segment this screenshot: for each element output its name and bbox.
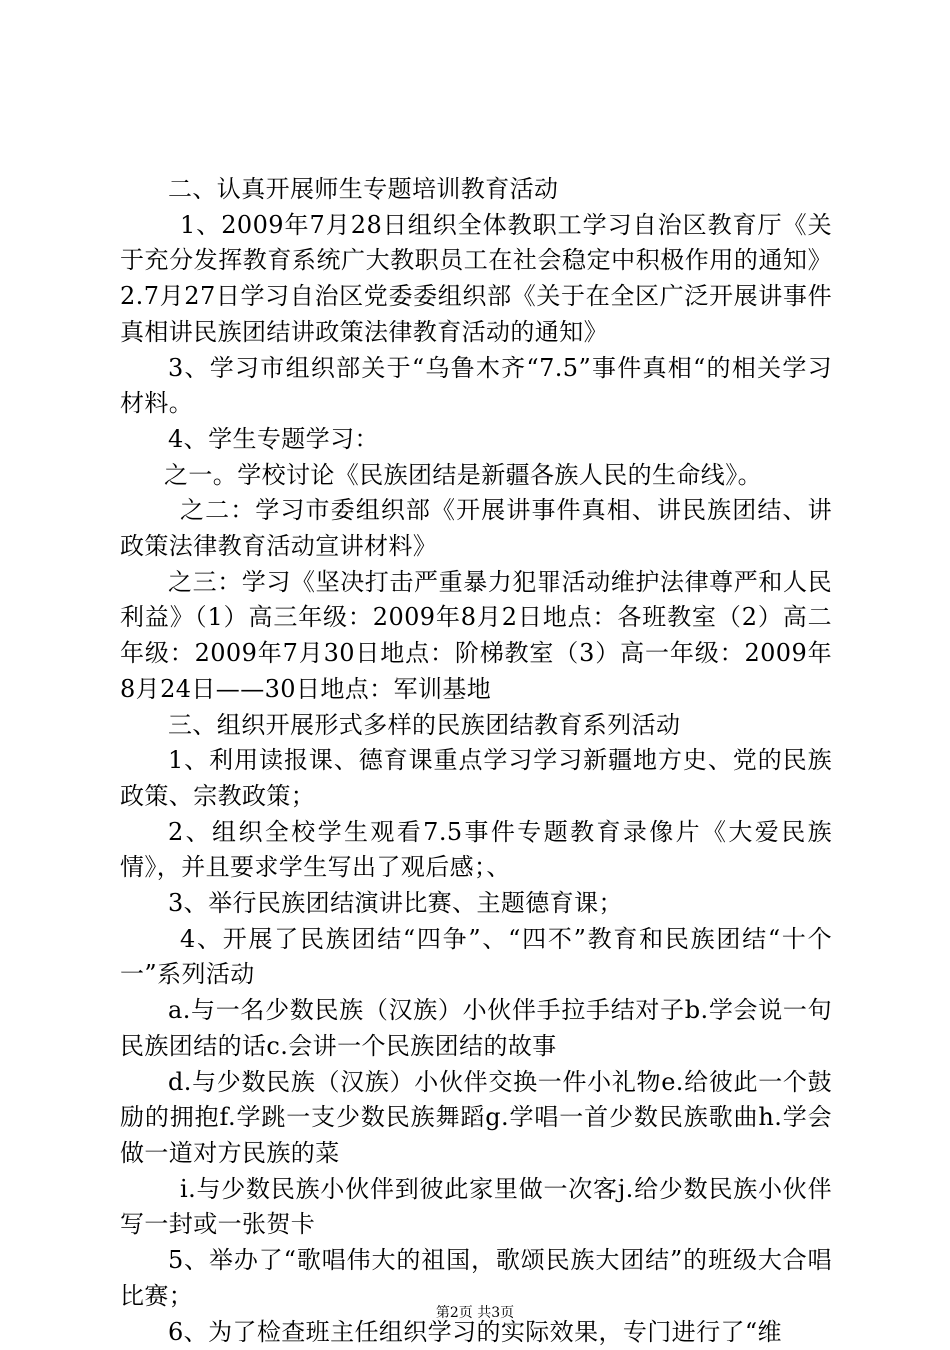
paragraph-activity-6: 6、为了检查班主任组织学习的实际效果，专门进行了“维 [120,1315,832,1350]
paragraph-activity-list-a: a.与一名少数民族（汉族）小伙伴手拉手结对子b.学会说一句民族团结的话c.会讲一个民族团结的故事 [120,993,832,1064]
page-indicator: 第2页 共3页 [436,1305,514,1321]
section-heading-2: 二、认真开展师生专题培训教育活动 [120,172,832,208]
paragraph-study-2: 之二：学习市委组织部《开展讲事件真相、讲民族团结、讲政策法律教育活动宣讲材料》 [120,493,832,564]
paragraph-activity-1: 1、利用读报课、德育课重点学习学习新疆地方史、党的民族政策、宗教政策； [120,743,832,814]
paragraph-item-4: 4、学生专题学习： [120,422,832,458]
paragraph-study-1: 之一。学校讨论《民族团结是新疆各族人民的生命线》。 [120,458,832,494]
paragraph-study-3: 之三：学习《坚决打击严重暴力犯罪活动维护法律尊严和人民利益》（1）高三年级：2009年8月2日地点：各班教室（2）高二年级：2009年7月30日地点：阶梯教室（3）高一年级：2009年8月24日——30日地点：军训基地 [120,565,832,708]
paragraph-activity-list-d: d.与少数民族（汉族）小伙伴交换一件小礼物e.给彼此一个鼓励的拥抱f.学跳一支少数民族舞蹈g.学唱一首少数民族歌曲h.学会做一道对方民族的菜 [120,1065,832,1172]
paragraph-item-1: 1、2009年7月28日组织全体教职工学习自治区教育厅《关于充分发挥教育系统广大教职员工在社会稳定中积极作用的通知》2.7月27日学习自治区党委委组织部《关于在全区广泛开展讲事件真相讲民族团结讲政策法律教育活动的通知》 [120,208,832,351]
paragraph-item-3: 3、学习市组织部关于“乌鲁木齐“7.5”事件真相“的相关学习材料。 [120,351,832,422]
paragraph-activity-3: 3、举行民族团结演讲比赛、主题德育课； [120,886,832,922]
paragraph-activity-5: 5、举办了“歌唱伟大的祖国，歌颂民族大团结”的班级大合唱比赛； [120,1243,832,1314]
paragraph-activity-4: 4、开展了民族团结“四争”、“四不”教育和民族团结“十个一”系列活动 [120,922,832,993]
section-heading-3: 三、组织开展形式多样的民族团结教育系列活动 [120,708,832,744]
paragraph-activity-list-i: i.与少数民族小伙伴到彼此家里做一次客j.给少数民族小伙伴写一封或一张贺卡 [120,1172,832,1243]
paragraph-activity-2: 2、组织全校学生观看7.5事件专题教育录像片《大爱民族情》，并且要求学生写出了观后感；、 [120,815,832,886]
document-body [120,172,832,1350]
page-footer [0,1302,950,1322]
